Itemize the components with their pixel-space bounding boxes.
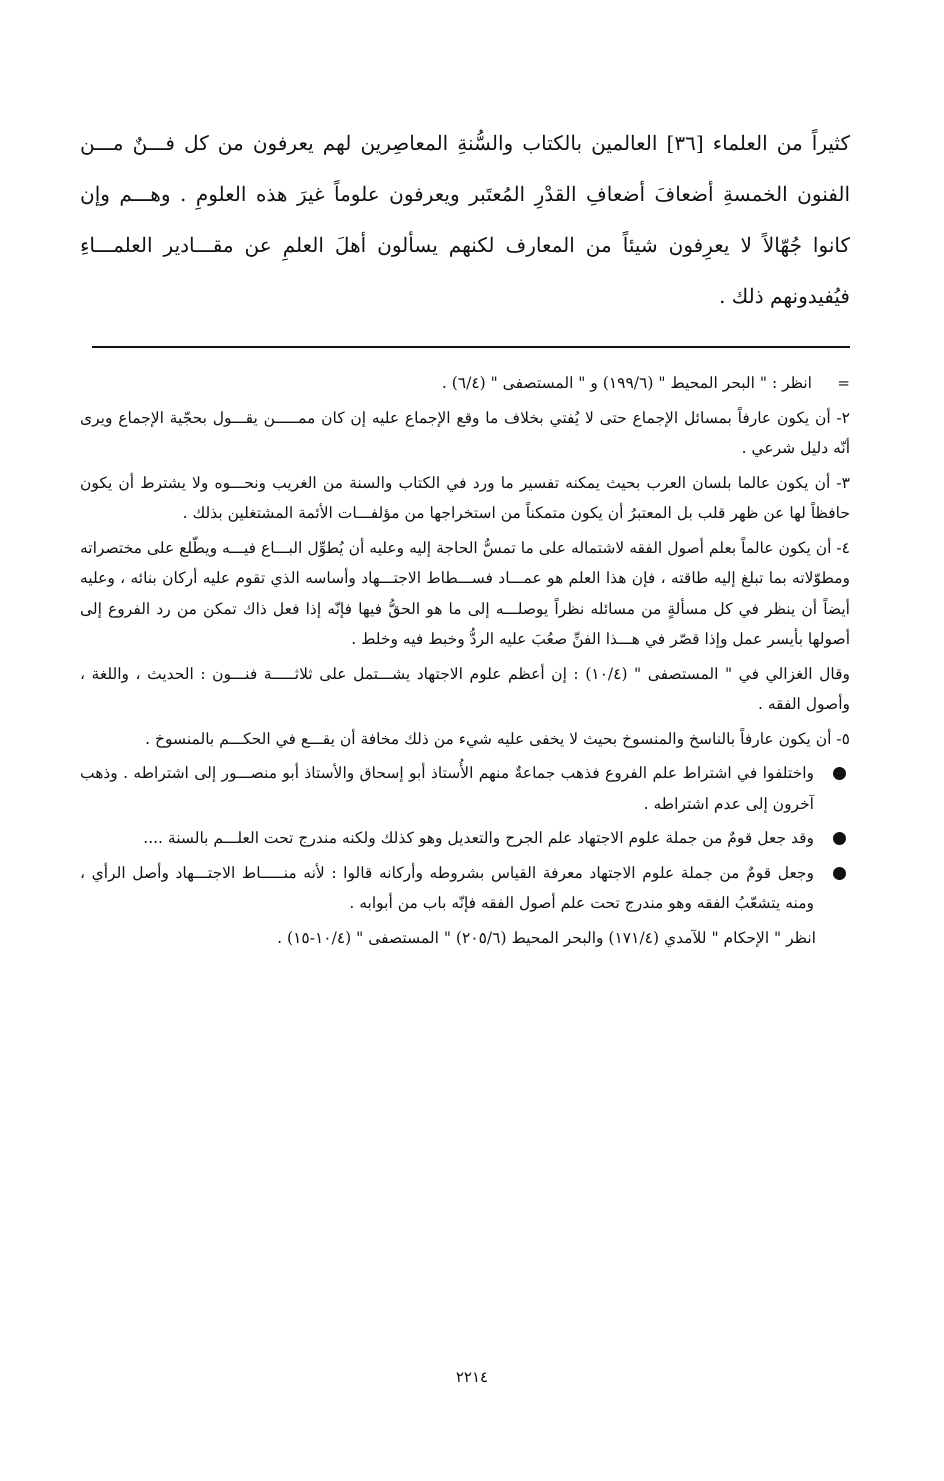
page-number: ٢٢١٤ (455, 1368, 489, 1386)
footnote-final-reference: انظر " الإحكام " للآمدي (١٧١/٤) والبحر المحيط (٢٠٥/٦) " المستصفى " (١٠/٤-١٥) . (277, 928, 816, 947)
footnote-item-5: ٥- أن يكون عارفاً بالناسخ والمنسوخ بحيث لا يخفى عليه شيء من ذلك مخافة أن يقـــع في الحكـــم بالمنسوخ . (145, 729, 850, 748)
main-paragraph: كثيراً من العلماء [٣٦] العالمين بالكتاب والسُّنةِ المعاصِرين لهم يعرفون من كل فـــنٌ مـــن الفنون الخمسةِ أضعافَ أضعافِ القدْرِ المُعتَبر ويعرفون علوماً غيرَ هذه العلومِ . وهـــم وإن كانوا جُهّالاً لا يعرِفون شيئاً من المعارف لكنهم يسألون أهلَ العلمِ عن مقـــادير العلمـــاءِ فيُفيدونهم ذلك . (80, 131, 851, 308)
footnote-item-3: ٣- أن يكون عالما بلسان العرب بحيث يمكنه تفسير ما ورد في الكتاب والسنة من الغريب ونحـــوه ولا يشترط أن يكون حافظاً لها عن ظهر قلب بل المعتبرُ أن يكون متمكناً من استخراجها من مؤلفـــات الأئمة المشتغلين بذلك . (80, 473, 850, 522)
footnote-separator (92, 346, 850, 348)
bullet-dot-icon (833, 767, 846, 780)
footnote-reference-text: انظر : " البحر المحيط " (١٩٩/٦) و " المستصفى " (٦/٤) . (441, 374, 812, 392)
footnote-ghazali-quote: وقال الغزالي في " المستصفى " (١٠/٤) : إن أعظم علوم الاجتهاد يشـــتمل على ثلاثـــــة فنـــون : الحديث ، واللغة ، وأصول الفقه . (80, 664, 850, 713)
footnote-bullet-1 (80, 758, 850, 819)
bullet-dot-icon (833, 832, 846, 845)
footnotes-section (80, 368, 850, 957)
footnote-bullet-3 (80, 858, 850, 919)
bullet-text: واختلفوا في اشتراط علم الفروع فذهب جماعةٌ منهم الأُستاذ أبو إسحاق والأستاذ أبو منصـــور إلى اشتراطه . وذهب آخرون إلى عدم اشتراطه . (80, 764, 814, 813)
bullet-dot-icon (833, 867, 846, 880)
footnote-item-2: ٢- أن يكون عارفاً بمسائل الإجماع حتى لا يُفتي بخلاف ما وقع الإجماع عليه إن كان ممـــــن يقـــول بحجّية الإجماع ويرى أنّه دليل شرعي . (80, 408, 850, 457)
bullet-text: وجعل قومٌ من جملة علوم الاجتهاد معرفة القياس بشروطه وأركانه قالوا : لأنه منـــــاط الاجتـــهاد وأصل الرأي ، ومنه يتشعّبُ الفقه وهو مندرج تحت علم أصول الفقه فإنّه باب من أبوابه . (80, 863, 814, 912)
footnote-bullet-2 (80, 823, 850, 854)
footnote-item-4: ٤- أن يكون عالماً بعلم أصول الفقه لاشتماله على ما تمسُّ الحاجة إليه وعليه أن يُطوِّل البـــاع فيـــه ويطّلع على مختصراته ومطوّلاته بما تبلغ إليه طاقته ، فإن هذا العلم هو عمـــاد فســـطاط الاجتـــهاد وأساسه الذي تقوم عليه أركان بنائه ، وعليه أيضاً أن ينظر في كل مسألةٍ من مسائله نظراً يوصلـــه إلى ما هو الحقُّ فيها فإنّه إذا فعل ذاك تمكن من رد الفروع إلى أصولها بأيسر عمل وإذا قصّر في هـــذا الفنِّ صعُبَ عليه الردُّ وخبط فيه وخلط . (80, 538, 850, 648)
continuation-marker: = (837, 374, 850, 392)
footnote-continuation (80, 368, 850, 399)
bullet-text: وقد جعل قومٌ من جملة علوم الاجتهاد علم الجرح والتعديل وهو كذلك ولكنه مندرج تحت العلـــم بالسنة .... (143, 829, 814, 847)
